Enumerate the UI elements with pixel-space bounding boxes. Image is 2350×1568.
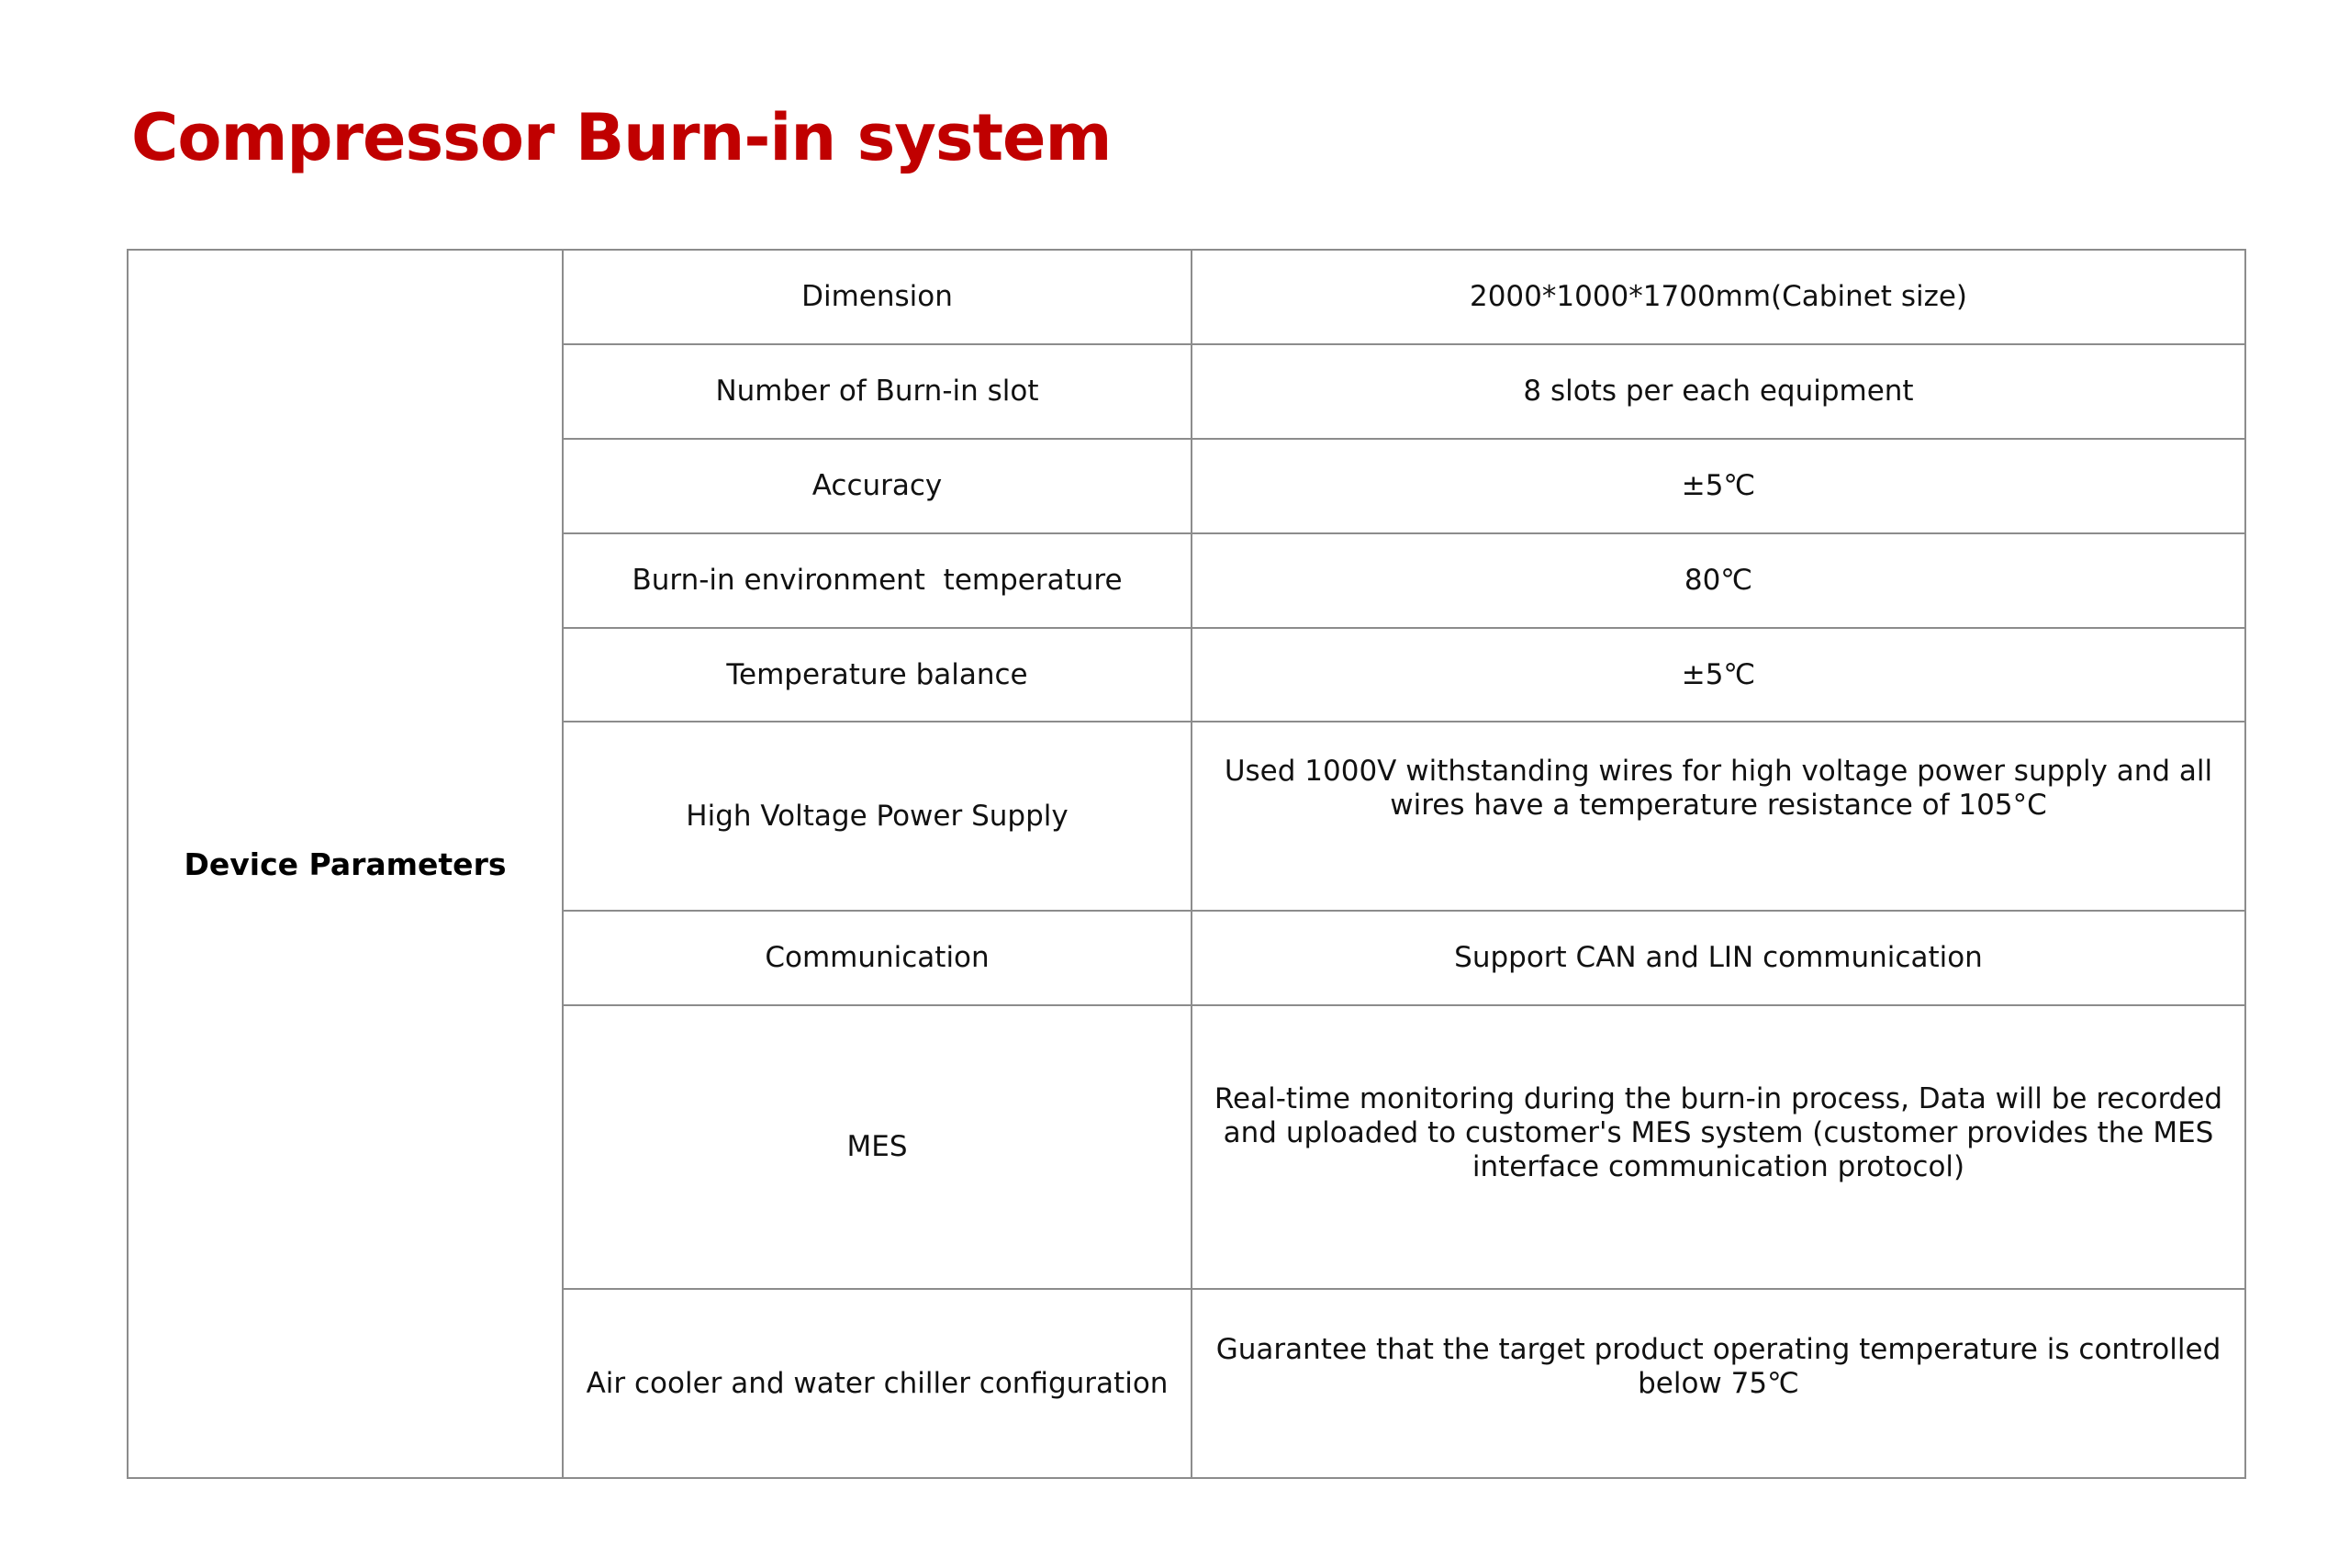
page-title: Compressor Burn-in system bbox=[131, 100, 1112, 175]
value-environment-temperature: 80℃ bbox=[1192, 533, 2245, 628]
parameter-communication: Communication bbox=[563, 911, 1192, 1005]
value-mes: Real-time monitoring during the burn-in process, Data will be recorded and uploaded to customer's MES system (customer provides the MES interface communication protocol) bbox=[1192, 1005, 2245, 1289]
value-communication: Support CAN and LIN communication bbox=[1192, 911, 2245, 1005]
value-temperature-balance: ±5℃ bbox=[1192, 628, 2245, 722]
device-parameters-table bbox=[127, 249, 2246, 1479]
value-accuracy: ±5℃ bbox=[1192, 439, 2245, 533]
table-row bbox=[128, 250, 2245, 344]
value-cooling-configuration: Guarantee that the target product operating temperature is controlled below 75℃ bbox=[1192, 1289, 2245, 1478]
parameter-high-voltage-power-supply: High Voltage Power Supply bbox=[563, 722, 1192, 911]
parameter-mes: MES bbox=[563, 1005, 1192, 1289]
value-high-voltage-power-supply: Used 1000V withstanding wires for high voltage power supply and all wires have a temperature resistance of 105°C bbox=[1192, 722, 2245, 911]
value-burn-in-slots: 8 slots per each equipment bbox=[1192, 344, 2245, 439]
parameter-cooling-configuration: Air cooler and water chiller configuration bbox=[563, 1289, 1192, 1478]
value-dimension: 2000*1000*1700mm(Cabinet size) bbox=[1192, 250, 2245, 344]
parameter-burn-in-slots: Number of Burn-in slot bbox=[563, 344, 1192, 439]
device-parameters-label: Device Parameters bbox=[128, 250, 563, 1478]
parameter-accuracy: Accuracy bbox=[563, 439, 1192, 533]
parameter-dimension: Dimension bbox=[563, 250, 1192, 344]
parameter-environment-temperature: Burn-in environment temperature bbox=[563, 533, 1192, 628]
parameter-temperature-balance: Temperature balance bbox=[563, 628, 1192, 722]
